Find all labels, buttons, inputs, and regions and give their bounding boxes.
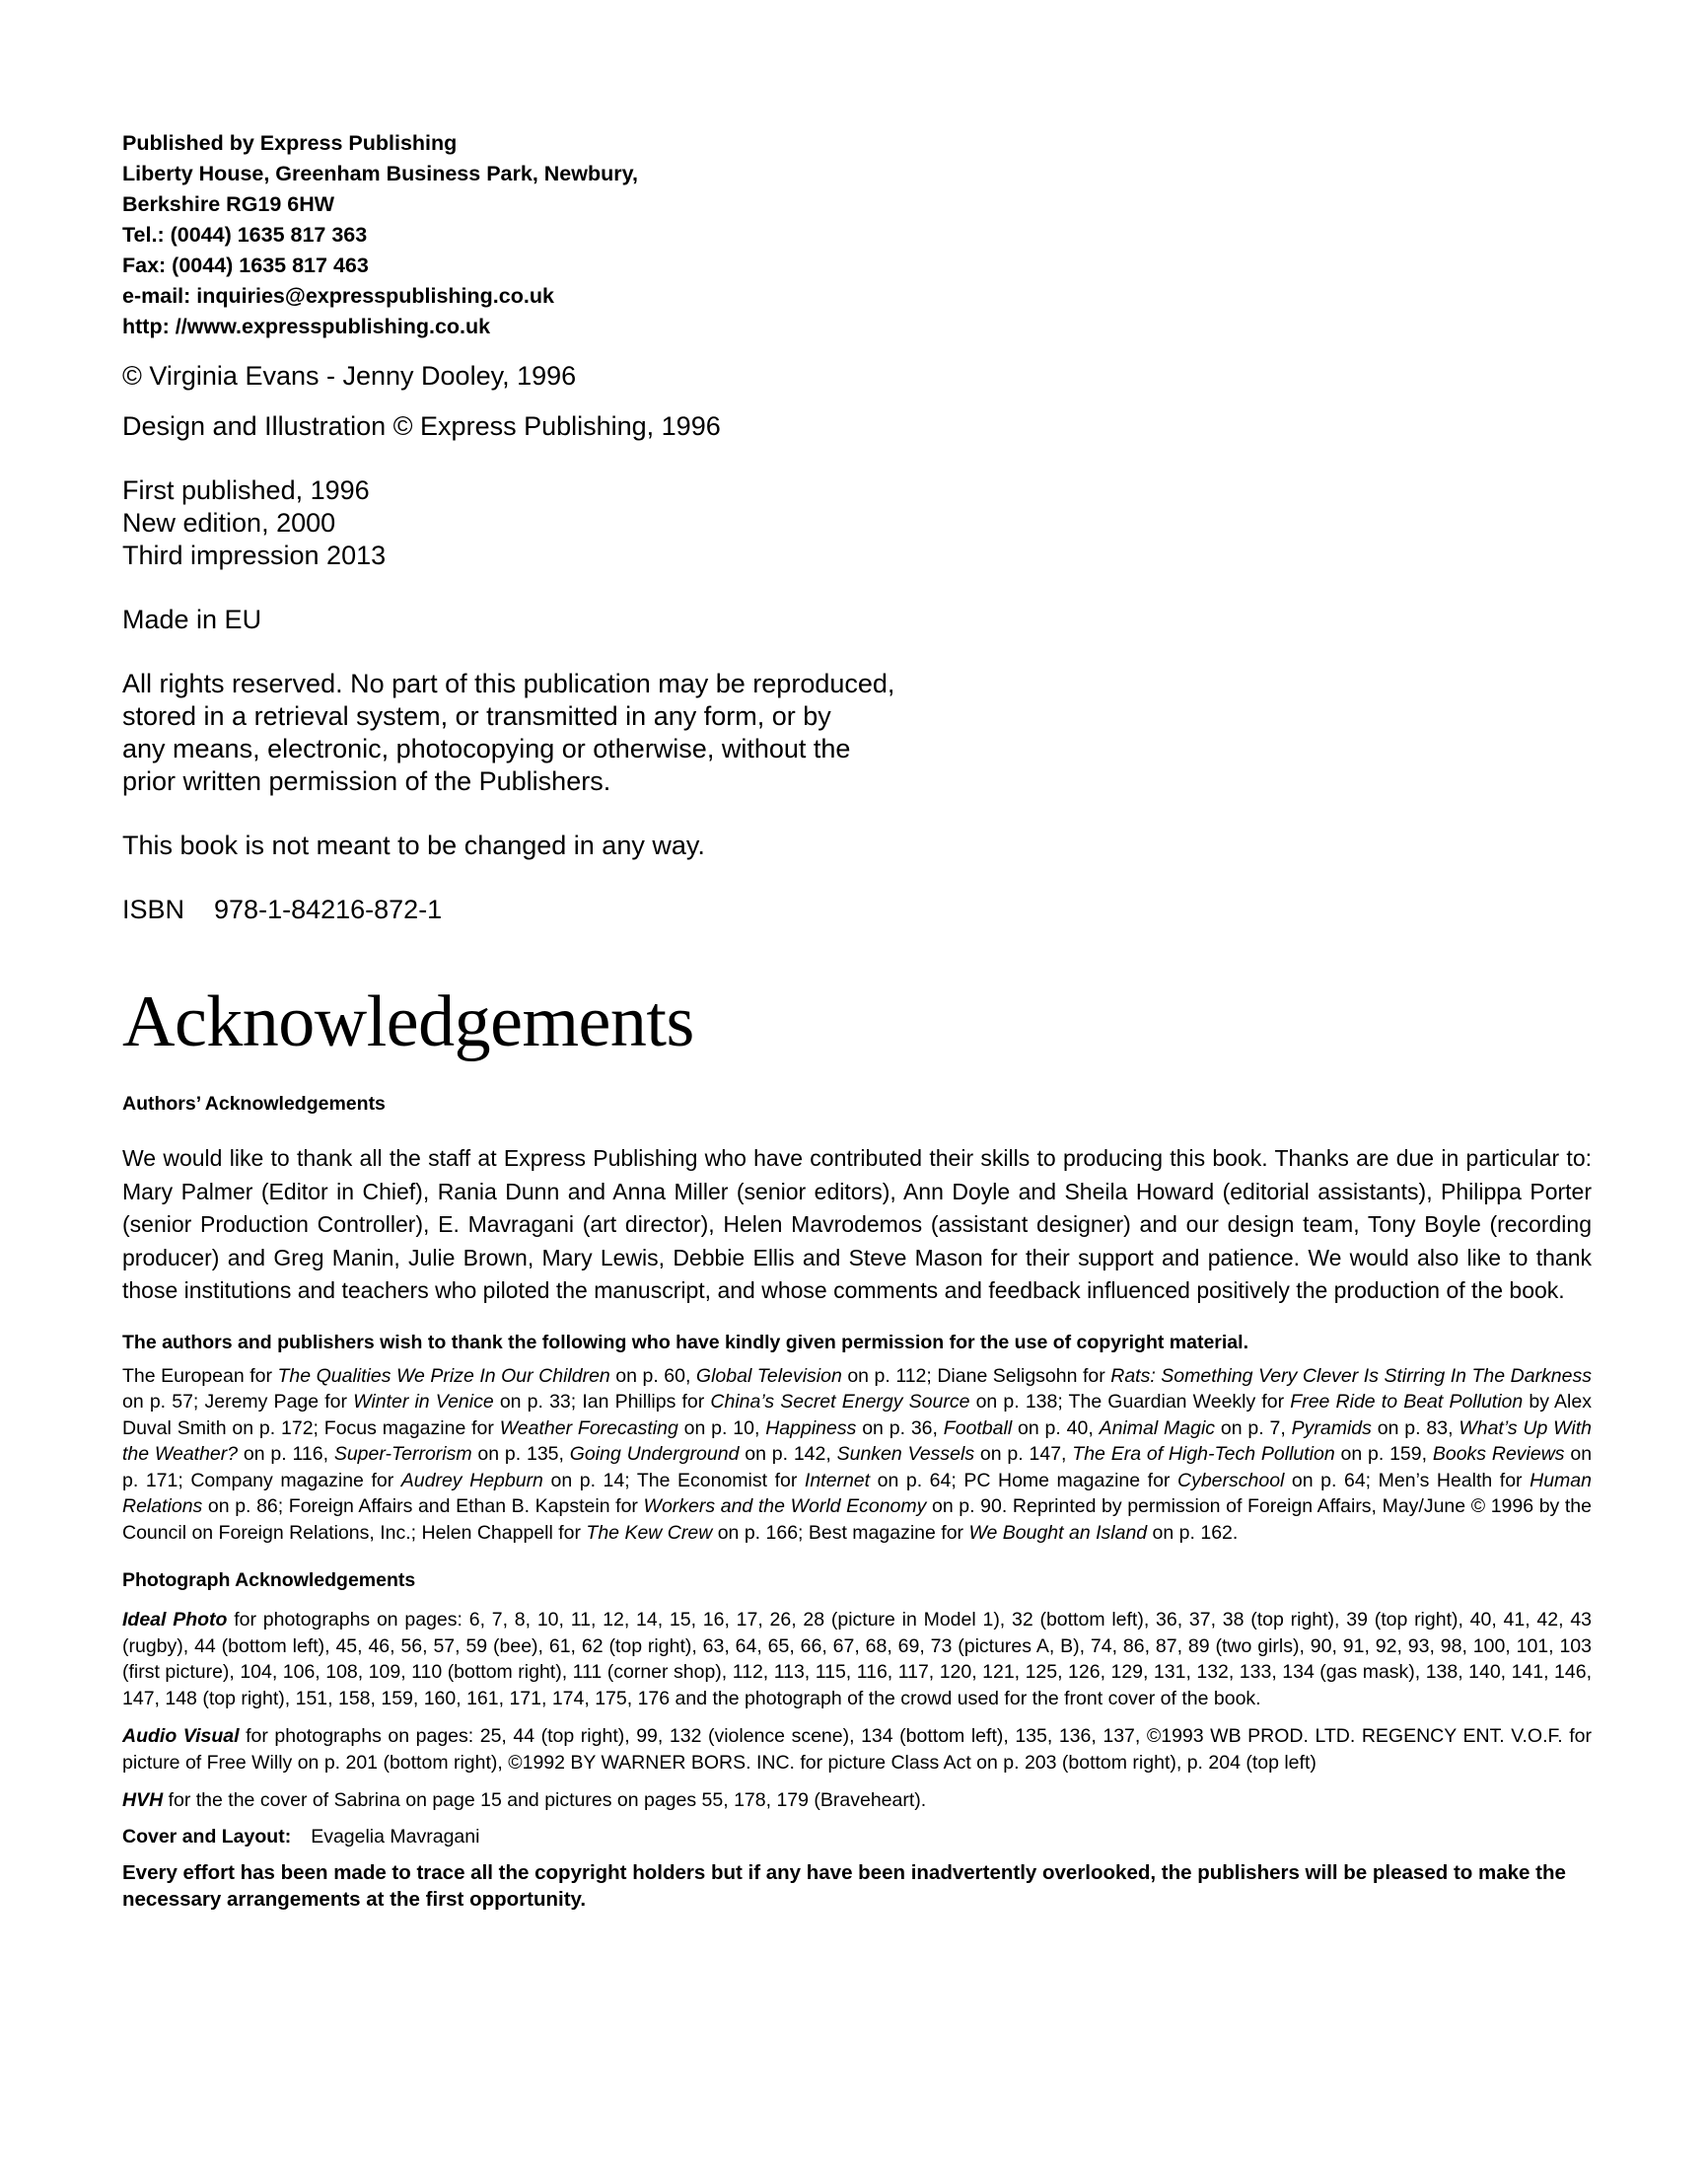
credit-text: on p. 60, [609,1364,696,1387]
work-title: The Qualities We Prize In Our Children [277,1364,610,1387]
credit-text: on p. 90. Reprinted by permission of Foreign Affairs, May/June © 1996 by the Council on Foreign Relations, Inc.; Helen Chappell for [122,1495,1592,1544]
credit-text: by Alex Duval Smith on p. 172; Focus magazine for [122,1391,1592,1439]
authors-acknowledgements-text: We would like to thank all the staff at Express Publishing who have contributed their skills to producing this book. Thanks are due in particular to: Mary Palmer (Editor in Chief), Rania Dunn and Anna Miller (senior editors), Ann Doyle and Sheila Howard (editorial assistants), Philippa Porter (senior Production Controller), E. Mavragani (art director), Helen Mavrodemos (assistant designer) and our design team, Tony Boyle (recording producer) and Greg Manin, Julie Brown, Mary Lewis, Debbie Ellis and Steve Mason for their support and patience. We would also like to thank those institutions and teachers who piloted the manuscript, and whose comments and feedback influenced positively the production of the book. [122,1145,1592,1303]
publisher-tel: Tel.: (0044) 1635 817 363 [122,223,368,247]
credit-text: on p. 86; Foreign Affairs and Ethan B. Kapstein for [202,1495,644,1517]
work-title: Human Relations [122,1469,1592,1517]
credit-text: on p. 64; PC Home magazine for [870,1469,1177,1491]
work-title: The Kew Crew [586,1521,713,1544]
credit-text: on p. 57; Jeremy Page for [122,1391,354,1413]
copyright-material-heading: The authors and publishers wish to thank the following who have kindly given permission for the use of copyright material. [122,1331,1248,1353]
work-title: Internet [804,1469,871,1491]
publisher-address-line: Liberty House, Greenham Business Park, Newbury, [122,162,638,185]
work-title: Weather Forecasting [499,1416,678,1439]
authors-acknowledgements-heading: Authors’ Acknowledgements [122,1093,386,1115]
credit-text: on p. 7, [1215,1416,1292,1439]
ideal-photo-credit [122,1607,1592,1711]
credit-text: on p. 83, [1371,1416,1459,1439]
publisher-address-block [122,128,1592,342]
rights-line: stored in a retrieval system, or transmitted in any form, or by [122,701,831,731]
final-note: Every effort has been made to trace all the copyright holders but if any have been inadvertently overlooked, the publishers will be pleased to make the necessary arrangements at the first opportunity. [122,1861,1566,1911]
acknowledgements-title: Acknowledgements [122,981,694,1062]
credit-text: on p. 36, [856,1416,944,1439]
publisher-email: e-mail: inquiries@expresspublishing.co.uk [122,284,554,308]
work-title: Happiness [765,1416,857,1439]
hvh-credit [122,1787,1592,1814]
hvh-label: HVH [122,1789,164,1811]
hvh-text: for the the cover of Sabrina on page 15 and pictures on pages 55, 178, 179 (Braveheart). [163,1789,927,1811]
work-title: Books Reviews [1432,1443,1565,1465]
cover-layout-value: Evagelia Mavragani [311,1825,480,1848]
credit-text: on p. 135, [471,1443,570,1465]
rights-line: prior written permission of the Publishers. [122,766,611,796]
credit-text: The European for [122,1364,278,1387]
work-title: Free Ride to Beat Pollution [1290,1391,1524,1413]
credit-text: on p. 171; Company magazine for [122,1443,1593,1491]
work-title: Pyramids [1291,1416,1372,1439]
photograph-acknowledgements-heading: Photograph Acknowledgements [122,1569,416,1591]
credit-text: on p. 166; Best magazine for [712,1521,969,1544]
isbn: ISBN 978-1-84216-872-1 [122,895,443,924]
credit-text: on p. 162. [1147,1521,1239,1544]
credit-text: on p. 33; Ian Phillips for [493,1391,711,1413]
made-in: Made in EU [122,605,262,634]
publisher-line: Published by Express Publishing [122,131,458,155]
cover-layout-label: Cover and Layout: [122,1825,292,1848]
design-copyright: Design and Illustration © Express Publishing, 1996 [122,411,721,441]
credit-text: on p. 116, [238,1443,334,1465]
work-title: Super-Terrorism [333,1443,472,1465]
work-title: Audrey Hepburn [400,1469,543,1491]
rights-notice [122,668,1592,798]
work-title: Global Television [695,1364,842,1387]
work-title: Football [943,1416,1013,1439]
credit-text: on p. 14; The Economist for [542,1469,805,1491]
credit-text: on p. 40, [1012,1416,1100,1439]
credit-text: on p. 147, [974,1443,1073,1465]
edition-history [122,474,1592,572]
work-title: Animal Magic [1099,1416,1216,1439]
work-title: China’s Secret Energy Source [710,1391,970,1413]
ideal-photo-label: Ideal Photo [122,1609,228,1631]
ideal-photo-text: for photographs on pages: 6, 7, 8, 10, 11, 12, 14, 15, 16, 17, 26, 28 (picture in Model 1), 32 (bottom left), 36, 37, 38 (top right), 39 (top right), 40, 41, 42, 43 (rugby), 44 (bottom left), 45, 46, 56, 57, 59 (bee), 61, 62 (top right), 63, 64, 65, 66, 67, 68, 69, 73 (pictures A, B), 74, 86, 87, 89 (two girls), 90, 91, 92, 93, 98, 100, 101, 103 (first picture), 104, 106, 108, 109, 110 (bottom right), 111 (corner shop), 112, 113, 115, 116, 117, 120, 121, 125, 126, 129, 131, 132, 133, 134 (gas mask), 138, 140, 141, 146, 147, 148 (top right), 151, 158, 159, 160, 161, 171, 174, 175, 176 and the photograph of the crowd used for the front cover of the book. [122,1609,1593,1709]
audio-visual-text: for photographs on pages: 25, 44 (top right), 99, 132 (violence scene), 134 (bottom left), 135, 136, 137, ©1993 WB PROD. LTD. REGENCY ENT. V.O.F. for picture of Free Willy on p. 201 (bottom right), ©1992 BY WARNER BORS. INC. for picture Class Act on p. 203 (bottom right), p. 204 (top left) [122,1725,1592,1774]
work-title: What’s Up With the Weather? [122,1416,1593,1465]
authors-copyright: © Virginia Evans - Jenny Dooley, 1996 [122,361,577,391]
work-title: The Era of High-Tech Pollution [1072,1443,1335,1465]
copyright-material-text [122,1363,1592,1547]
new-edition: New edition, 2000 [122,508,336,538]
rights-line: All rights reserved. No part of this publication may be reproduced, [122,669,895,698]
audio-visual-credit [122,1723,1592,1776]
credit-text: on p. 64; Men’s Health for [1284,1469,1530,1491]
credit-text: on p. 142, [739,1443,837,1465]
first-published: First published, 1996 [122,475,370,505]
rights-line: any means, electronic, photocopying or otherwise, without the [122,734,851,763]
work-title: Winter in Venice [353,1391,494,1413]
credit-text: on p. 159, [1334,1443,1433,1465]
publisher-fax: Fax: (0044) 1635 817 463 [122,254,369,277]
work-title: Sunken Vessels [836,1443,975,1465]
credit-text: on p. 10, [677,1416,766,1439]
work-title: Rats: Something Very Clever Is Stirring In The Darkness [1110,1364,1593,1387]
credit-text: on p. 112; Diane Seligsohn for [841,1364,1111,1387]
publisher-address-line: Berkshire RG19 6HW [122,192,335,216]
credit-text: on p. 138; The Guardian Weekly for [969,1391,1291,1413]
work-title: We Bought an Island [968,1521,1148,1544]
audio-visual-label: Audio Visual [122,1725,240,1747]
third-impression: Third impression 2013 [122,541,387,570]
cover-layout-credit [122,1824,1592,1850]
work-title: Cyberschool [1176,1469,1285,1491]
copyright-page [122,128,1592,1913]
work-title: Going Underground [569,1443,740,1465]
publisher-website: http: //www.expresspublishing.co.uk [122,315,491,338]
not-changed-notice: This book is not meant to be changed in any way. [122,831,705,860]
work-title: Workers and the World Economy [643,1495,927,1517]
